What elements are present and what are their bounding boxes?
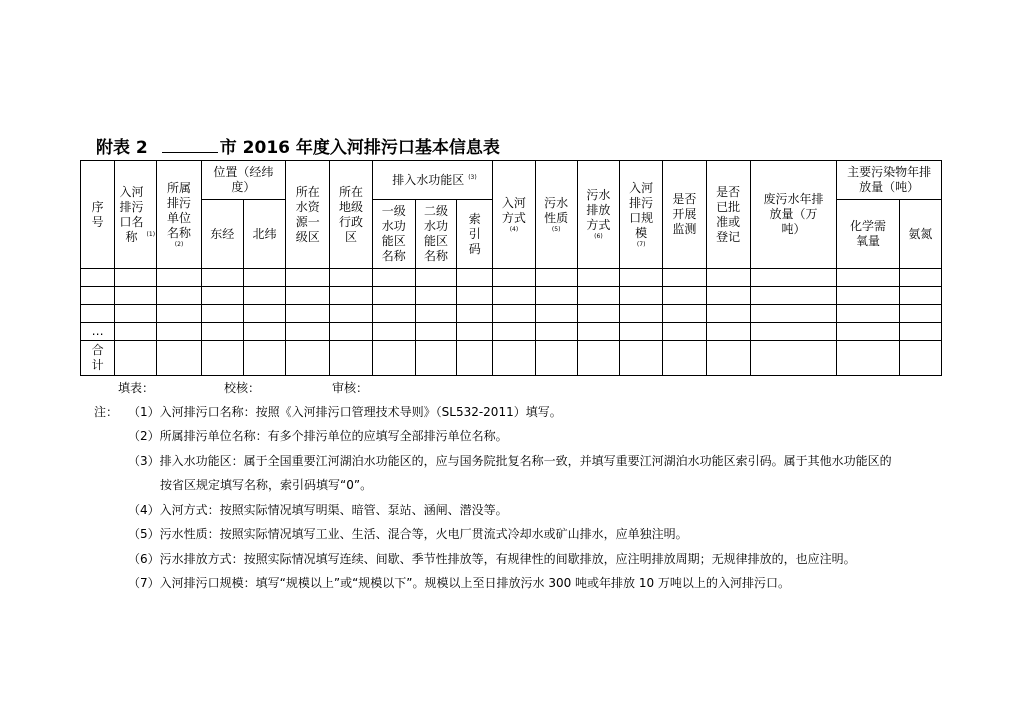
header-water-zone: 所在水资源一级区	[286, 161, 330, 269]
header-pollutants: 主要污染物年排放量（吨）	[837, 161, 942, 200]
total-cell: 合计	[81, 341, 115, 376]
table-row	[81, 287, 942, 305]
header-method: 入河方式 (4)	[493, 161, 535, 269]
header-scale: 入河排污口规模 (7)	[620, 161, 663, 269]
header-discharge-way: 污水排放方式 (6)	[577, 161, 619, 269]
table-title: 市 2016 年度入河排污口基本信息表	[219, 138, 500, 158]
note-item-continuation: 按省区规定填写名称，索引码填写“0”。	[160, 478, 373, 492]
header-lat: 北纬	[243, 200, 285, 269]
table-row-ellipsis	[81, 323, 942, 341]
header-outlet-name: 入河排污口名称 $^{(1)}$	[115, 161, 157, 269]
ellipsis-cell: …	[81, 323, 115, 341]
header-annual-volume: 废污水年排放量（万吨）	[750, 161, 837, 269]
header-nature: 污水性质 (5)	[535, 161, 577, 269]
header-func2: 二级水功能区名称	[415, 200, 456, 269]
checker-label: 校核：	[224, 381, 261, 395]
header-cod: 化学需氧量	[837, 200, 899, 269]
header-monitor: 是否开展监测	[663, 161, 706, 269]
notes-label: 注：	[94, 405, 119, 419]
page-title	[96, 136, 500, 159]
note-item: （1）入河排污口名称：按照《入河排污口管理技术导则》（SL532-2011）填写。	[128, 405, 562, 419]
note-item: （6）污水排放方式：按照实际情况填写连续、间歇、季节性排放等，有规律性的间歇排放，应注明排放周期；无规律排放的，也应注明。	[128, 552, 856, 566]
header-admin-zone: 所在地级行政区	[330, 161, 372, 269]
signature-line	[118, 380, 368, 396]
info-table	[80, 160, 942, 376]
header-ammonia: 氨氮	[899, 200, 941, 269]
header-index-code: 索引码	[457, 200, 493, 269]
filler-label: 填表：	[118, 381, 155, 395]
city-blank-line	[162, 136, 218, 153]
header-unit: 所属排污单位名称 (2)	[157, 161, 201, 269]
table-row	[81, 269, 942, 287]
header-approved: 是否已批准或登记	[706, 161, 750, 269]
appendix-label: 附表 2	[96, 138, 148, 158]
table-row	[81, 305, 942, 323]
note-item: （5）污水性质：按照实际情况填写工业、生活、混合等，火电厂贯流式冷却水或矿山排水，应单独注明。	[128, 527, 688, 541]
header-seq: 序号	[81, 161, 115, 269]
header-position: 位置（经纬度）	[201, 161, 285, 200]
header-func-zone: 排入水功能区 $^{(3)}$	[372, 161, 493, 200]
note-item: （4）入河方式：按照实际情况填写明渠、暗管、泵站、涵闸、潜没等。	[128, 503, 508, 517]
header-lon: 东经	[201, 200, 243, 269]
note-item: （2）所属排污单位名称：有多个排污单位的应填写全部排污单位名称。	[128, 429, 508, 443]
reviewer-label: 审核：	[332, 381, 369, 395]
note-item: （3）排入水功能区：属于全国重要江河湖泊水功能区的，应与国务院批复名称一致，并填写重要江河湖泊水功能区索引码。属于其他水功能区的	[128, 454, 892, 468]
note-item: （7）入河排污口规模：填写“规模以上”或“规模以下”。规模以上至日排放污水 300 吨或年排放 10 万吨以上的入河排污口。	[128, 576, 790, 590]
table-row-total	[81, 341, 942, 376]
header-func1: 一级水功能区名称	[372, 200, 415, 269]
